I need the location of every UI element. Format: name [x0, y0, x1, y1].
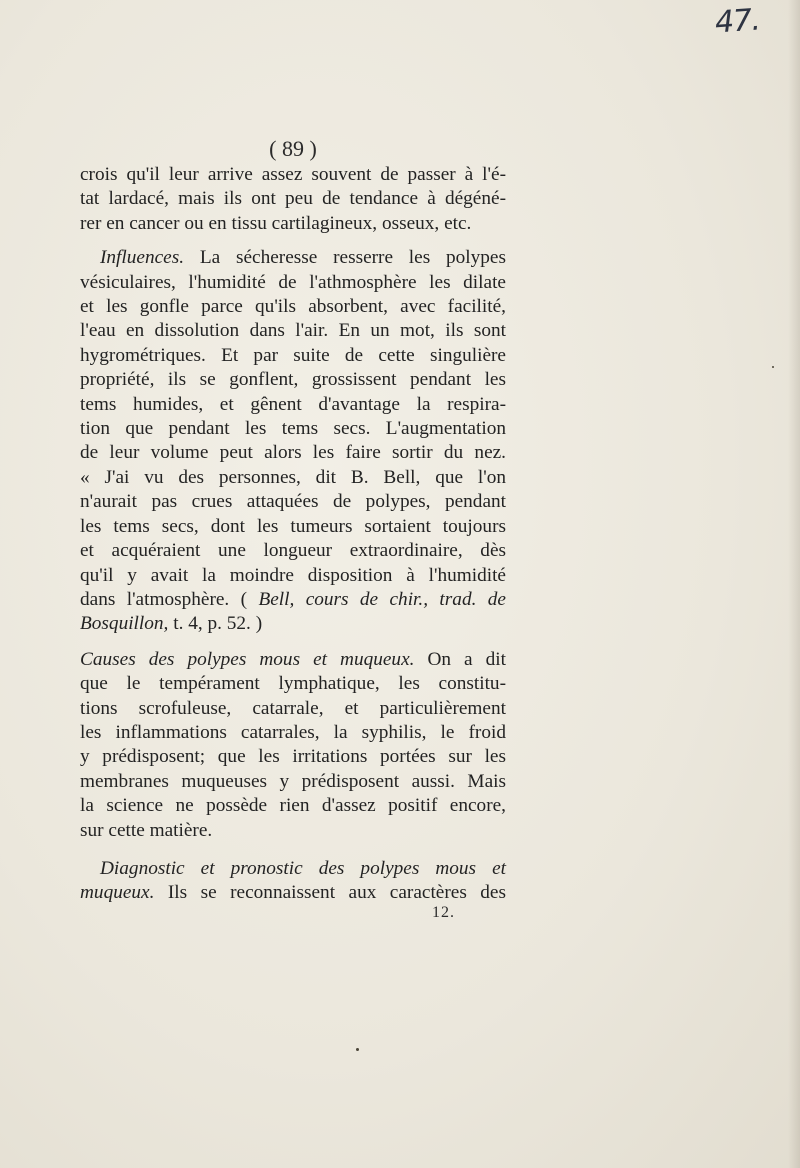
- text-line: Bosquillon, t. 4, p. 52. ): [80, 613, 263, 635]
- text-line: muqueux. Ils se reconnaissent aux caractères des: [80, 882, 506, 904]
- text-line: propriété, ils se gonflent, grossissent pendant les: [80, 369, 506, 391]
- body-text: [80, 163, 506, 906]
- paper-speck: [772, 366, 774, 368]
- text-line: Causes des polypes mous et muqueux. On a dit: [80, 648, 506, 670]
- paragraph-gap: [80, 236, 506, 246]
- text-line: « J'ai vu des personnes, dit B. Bell, que l'on: [80, 466, 506, 488]
- text-line: de leur volume peut alors les faire sortir du nez.: [80, 442, 506, 464]
- text-line: Influences. La sécheresse resserre les polypes: [100, 247, 506, 269]
- text-line: n'aurait pas crues attaquées de polypes, pendant: [80, 491, 506, 513]
- text-line: et les gonfle parce qu'ils absorbent, avec facilité,: [80, 296, 506, 318]
- text-line: qu'il y avait la moindre disposition à l'humidité: [80, 564, 506, 586]
- text-line: l'eau en dissolution dans l'air. En un mot, ils sont: [80, 320, 506, 342]
- text-line: sur cette matière.: [80, 819, 213, 841]
- text-line: tion que pendant les tems secs. L'augmentation: [80, 418, 506, 440]
- page-number: ( 89 ): [269, 136, 317, 161]
- paper-speck: [356, 1048, 359, 1051]
- text-line: vésiculaires, l'humidité de l'athmosphère les dilate: [80, 271, 506, 293]
- section-heading-diagnostic-cont: muqueux.: [80, 882, 155, 904]
- text-line: crois qu'il leur arrive assez souvent de passer à l'é-: [80, 164, 506, 185]
- text-line: y prédisposent; que les irritations portées sur les: [80, 746, 506, 768]
- text-line: tat lardacé, mais ils ont peu de tendance à dégéné-: [80, 188, 506, 210]
- text-line: la science ne possède rien d'assez positif encore,: [80, 795, 506, 817]
- text-line: tems humides, et gênent d'avantage la respira-: [80, 393, 506, 415]
- text-line: dans l'atmosphère. ( Bell, cours de chir., trad. de: [80, 588, 506, 610]
- text-line: que le tempérament lymphatique, les constitu-: [80, 673, 506, 695]
- text-line: rer en cancer ou en tissu cartilagineux, osseux, etc.: [80, 212, 472, 234]
- citation: Bosquillon,: [80, 613, 169, 635]
- paragraph-gap: [80, 843, 506, 857]
- text-line: [80, 857, 506, 881]
- section-heading-causes: Causes des polypes mous et muqueux.: [80, 648, 415, 670]
- text-line: hygrométriques. Et par suite de cette singulière: [80, 344, 506, 366]
- handwritten-folio-number: 47.: [714, 2, 762, 41]
- text-line: membranes muqueuses y prédisposent aussi. Mais: [80, 770, 506, 792]
- text-line: tions scrofuleuse, catarrale, et particulièrement: [80, 697, 506, 719]
- section-heading-influences: Influences.: [100, 247, 185, 269]
- citation: Bell, cours de chir., trad. de: [258, 588, 506, 610]
- text-line: les inflammations catarrales, la syphilis, le froid: [80, 721, 506, 743]
- signature-mark: 12.: [432, 904, 455, 921]
- text-line: les tems secs, dont les tumeurs sortaient toujours: [80, 515, 506, 537]
- text-line: et acquéraient une longueur extraordinaire, dès: [80, 540, 506, 562]
- section-heading-diagnostic: Diagnostic et pronostic des polypes mous et: [100, 857, 506, 879]
- paragraph-gap: [80, 637, 506, 648]
